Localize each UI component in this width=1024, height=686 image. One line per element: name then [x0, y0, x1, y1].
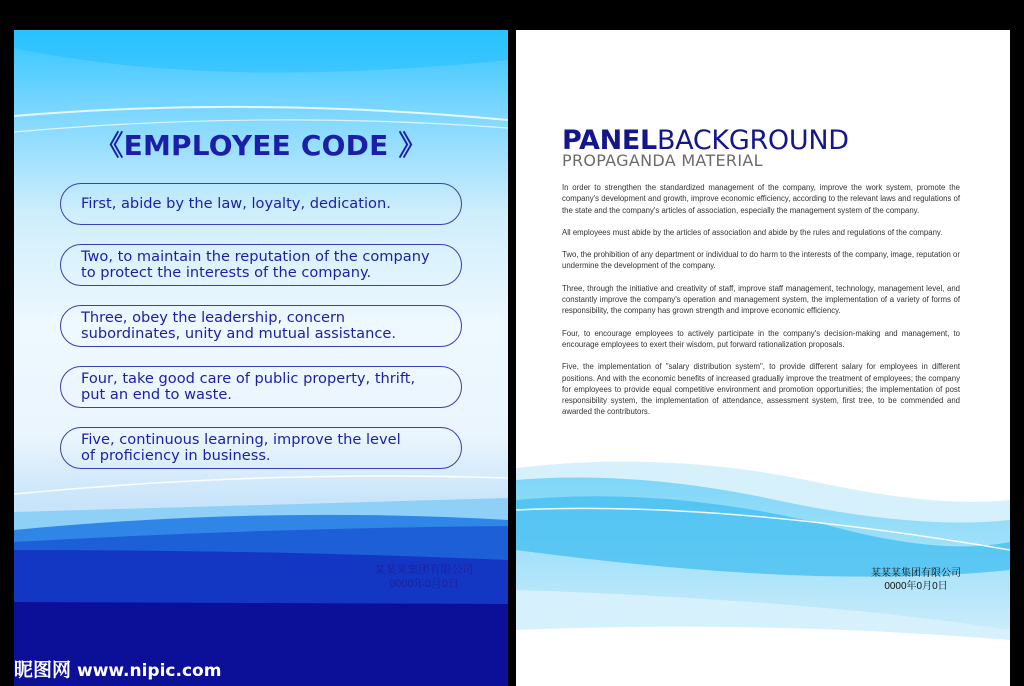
employee-code-panel: [14, 30, 508, 686]
paragraph-1: In order to strengthen the standardized management of the company, improve the work system, promote the company's development and growth, improve economic efficiency, according to the relevant laws and regulations of the state and the company's articles of association, especially the management system of the company.: [562, 183, 960, 215]
panel-subtitle: PROPAGANDA MATERIAL: [562, 151, 763, 170]
panel-title-regular: BACKGROUND: [656, 125, 849, 156]
image-id-watermark: ID:8533399 NO:20170810111912248000: [792, 655, 1010, 675]
paragraph-2: All employees must abide by the articles of association and abide by the rules and regulations of the company.: [562, 227, 943, 237]
right-company-name: 某某某集团有限公司: [871, 568, 961, 579]
rule-2: Two, to maintain the reputation of the company to protect the interests of the company.: [60, 244, 462, 286]
panel-background-page: [516, 30, 1010, 686]
employee-code-title: 《EMPLOYEE CODE 》: [95, 129, 427, 162]
right-date: 0000年0月0日: [884, 581, 948, 592]
rule-4: Four, take good care of public property, thrift, put an end to waste.: [60, 366, 462, 408]
rule-3: Three, obey the leadership, concern subordinates, unity and mutual assistance.: [60, 305, 462, 347]
paragraph-5: Four, to encourage employees to actively participate in the company's decision-making and management, to encourage employees to exert their wisdom, put forward rationalization proposals.: [562, 328, 960, 349]
nipic-watermark: [14, 655, 221, 682]
paragraph-3: Two, the prohibition of any department or individual to do harm to the interests of the company, image, reputation or undermine the development of the company.: [562, 250, 960, 271]
body-text: [562, 182, 960, 429]
paragraph-4: Three, through the initiative and creativity of staff, improve staff management, technology, management level, and constantly improve the company's operation and management system, the implementation of a variety of forms of responsibility, the company has grown strength and improve economic efficiency.: [562, 283, 960, 316]
paragraph-6: Five, the implementation of "salary distribution system", to provide different salary for employees in different positions. And with the economic benefits of increased gradually improve the treatment of employees; the company for employees to provide equal competitive environment and promotion opportunities; the implementation of post responsibility system, the implementation of attendance, assessment system, first tree, to be commended and awarded the contributors.: [562, 362, 960, 417]
left-date: 0000年0月0日: [389, 578, 459, 590]
rule-1: First, abide by the law, loyalty, dedication.: [60, 183, 462, 225]
nipic-site: www.nipic.com: [77, 661, 222, 681]
panel-title-bold: PANEL: [562, 125, 657, 156]
left-company-name: 某某某集团有限公司: [374, 564, 474, 576]
rule-5: Five, continuous learning, improve the level of proficiency in business.: [60, 427, 462, 469]
nipic-logo: 昵图网: [14, 659, 72, 681]
